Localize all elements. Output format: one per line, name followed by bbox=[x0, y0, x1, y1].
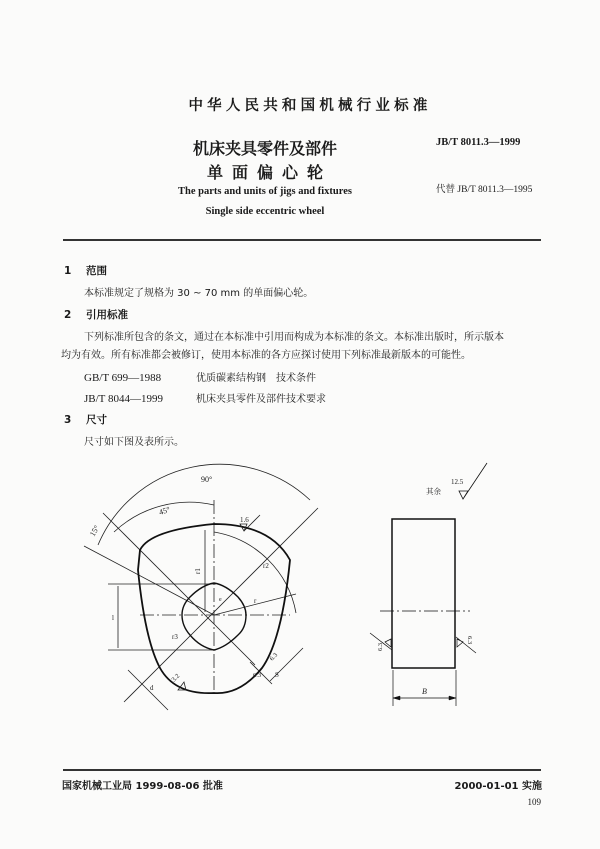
angle-15-label: 15° bbox=[87, 523, 102, 538]
15deg-line bbox=[84, 546, 214, 615]
angle-90-label: 90° bbox=[201, 475, 213, 484]
roughness-right-label: 6.3 bbox=[466, 636, 473, 645]
side-view-rect bbox=[392, 519, 455, 668]
replaces-standard: 代替 JB/T 8011.3—1995 bbox=[436, 185, 533, 195]
remaining-roughness-label: 12.5 bbox=[451, 478, 464, 486]
r3-label: r3 bbox=[172, 633, 178, 641]
roughness-6.3-b: 6.3 bbox=[253, 672, 262, 679]
roughness-1.6: 1.6 bbox=[240, 516, 249, 524]
roughness-6.3-a: 6.3 bbox=[268, 651, 280, 663]
b-label: B bbox=[422, 687, 427, 696]
organization-title: 中华人民共和国机械行业标准 bbox=[188, 98, 432, 114]
r1-label: r1 bbox=[194, 568, 202, 574]
reference-title: 机床夹具零件及部件技术要求 bbox=[196, 394, 326, 405]
front-view bbox=[84, 464, 318, 710]
document-title-cn-line2: 单面偏心轮 bbox=[206, 163, 332, 182]
page-number: 109 bbox=[527, 797, 541, 807]
section-number: 1 bbox=[64, 265, 72, 277]
reference-code: GB/T 699—1988 bbox=[84, 372, 162, 384]
reference-code: JB/T 8044—1999 bbox=[84, 393, 163, 405]
remaining-label: 其余 bbox=[426, 487, 441, 496]
d-dimension-line bbox=[128, 670, 168, 710]
implementation-info: 2000-01-01 实施 bbox=[454, 781, 542, 792]
section-3-paragraph: 尺寸如下图及表所示。 bbox=[84, 437, 184, 448]
front-view-labels bbox=[88, 475, 279, 692]
r-label: r bbox=[254, 597, 257, 605]
section-2-paragraph-line2: 均为有效。所有标准都会被修订，使用本标准的各方应探讨使用下列标准最新版本的可能性。 bbox=[61, 350, 471, 361]
standard-number: JB/T 8011.3—1999 bbox=[436, 137, 521, 148]
angle-45-label: 45° bbox=[157, 504, 172, 517]
section-title: 范围 bbox=[86, 265, 107, 277]
45deg-line-left bbox=[103, 513, 255, 665]
reference-title: 优质碳素结构钢 技术条件 bbox=[196, 373, 316, 384]
roughness-left-label: 6.3 bbox=[377, 642, 384, 651]
section-number: 2 bbox=[64, 309, 72, 321]
footer-rule bbox=[63, 769, 541, 771]
section-1-paragraph: 本标准规定了规格为 30 ~ 70 mm 的单面偏心轮。 bbox=[84, 288, 314, 299]
document-title-en-line1: The parts and units of jigs and fixtures bbox=[178, 186, 352, 197]
d-label: d bbox=[150, 684, 154, 692]
r2-label: r2 bbox=[263, 562, 269, 570]
approval-info: 国家机械工业局 1999-08-06 批准 bbox=[62, 781, 223, 792]
section-title: 尺寸 bbox=[86, 414, 107, 426]
side-view bbox=[370, 463, 487, 706]
e-label: e bbox=[219, 597, 222, 603]
l-label: l bbox=[112, 614, 114, 622]
roughness-3.2: 3.2 bbox=[170, 672, 182, 684]
document-title-en-line2: Single side eccentric wheel bbox=[205, 206, 325, 217]
document-title-cn-line1: 机床夹具零件及部件 bbox=[192, 139, 337, 158]
s-label: S bbox=[275, 671, 279, 679]
section-title: 引用标准 bbox=[86, 309, 128, 321]
section-number: 3 bbox=[64, 414, 72, 426]
section-2-paragraph-line1: 下列标准所包含的条文，通过在本标准中引用而构成为本标准的条文。本标准出版时，所示版本 bbox=[84, 332, 504, 343]
